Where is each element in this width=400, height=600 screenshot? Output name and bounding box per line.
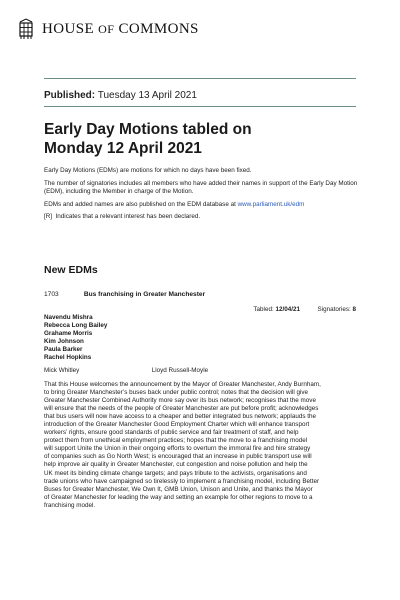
- motion-line: help improve air quality in Greater Manchester, cut congestion and noise pollution and help the: [44, 461, 308, 469]
- motion-line: introduction of the Greater Manchester Good Employment Charter which will enhance transport: [44, 421, 310, 429]
- intro-paragraph: Early Day Motions (EDMs) are motions for which no days have been fixed.: [44, 167, 252, 174]
- motion-line: Buses for Greater Manchester, We Own It, GMB Union, Unison and Unite, and thanks the Mayor: [44, 485, 313, 493]
- motion-line: of Greater Manchester for leading the way and setting an example for other regions to move to a: [44, 493, 313, 501]
- sponsor-name: Grahame Morris: [44, 329, 93, 337]
- signatories-label: Signatories:: [317, 306, 351, 313]
- sponsor-name: Rebecca Long Bailey: [44, 321, 108, 329]
- wordmark-house: HOUSE: [42, 20, 95, 37]
- sponsor-name: Paula Barker: [44, 345, 83, 353]
- motion-line: UK meet its binding climate change targets; and pays tribute to the activists, organisations and: [44, 469, 307, 477]
- motion-line: will ensure that the needs of the people of Greater Manchester are put before profit; acknowledges: [44, 405, 319, 413]
- motion-line: Greater Manchester Combined Authority more say over its bus network; recognises that the move: [44, 397, 316, 405]
- edm-supporters: [44, 367, 208, 374]
- edm-motion-text: [44, 381, 366, 510]
- page-title-line-2: Monday 12 April 2021: [44, 140, 202, 157]
- intro-notes: [44, 167, 364, 226]
- motion-line: to bring Greater Manchester’s buses back under public control; notes that the decision will give: [44, 389, 309, 397]
- tabled-date: 12/04/21: [275, 306, 300, 313]
- sponsor-name: Rachel Hopkins: [44, 353, 92, 361]
- motion-line: of companies such as Go North West; is encouraged that an increase in public transport use will: [44, 453, 312, 461]
- edm-tabled-info: [253, 306, 356, 313]
- edm-heading: [44, 291, 205, 298]
- motion-line: workers’ rights, ensure good standards of public service and fair treatment of staff, and help: [44, 429, 299, 437]
- portcullis-icon: [18, 18, 34, 40]
- intro-paragraph: The number of signatories includes all members who have added their names in support of the Early Day Motion (EDM), including the Member in charge of the Motion.: [44, 179, 358, 196]
- house-of-commons-wordmark: [42, 21, 199, 38]
- edm-sponsors: [44, 314, 107, 361]
- sponsor-name: Navendu Mishra: [44, 314, 93, 321]
- motion-line: that bus users will now have access to a cheaper and better integrated bus network; applauds the: [44, 413, 316, 421]
- tabled-label: Tabled:: [253, 306, 274, 313]
- published-date: Tuesday 13 April 2021: [97, 90, 197, 101]
- header-logo: [18, 18, 199, 40]
- section-heading-new-edms: New EDMs: [44, 264, 98, 276]
- published-label: Published:: [44, 90, 96, 101]
- motion-line: franchising model.: [44, 501, 96, 509]
- wordmark-of: OF: [98, 21, 115, 36]
- published-line: [44, 90, 197, 101]
- motion-line: trade unions who have campaigned so tirelessly to implement a franchising model, including Better: [44, 477, 320, 485]
- supporter-name: Mick Whitley: [44, 367, 80, 374]
- page-title-line-1: Early Day Motions tabled on: [44, 121, 252, 138]
- divider-top: [44, 78, 356, 79]
- signatories-count: 8: [352, 306, 356, 313]
- wordmark-commons: COMMONS: [118, 20, 199, 37]
- motion-line: That this House welcomes the announcement by the Mayor of Greater Manchester, Andy Burnham,: [44, 381, 321, 388]
- edm-title: Bus franchising in Greater Manchester: [83, 291, 206, 298]
- motion-line: will support Unite the Union in their ongoing efforts to overturn the immoral fire and hire strategy: [44, 445, 311, 453]
- interest-note: [R] Indicates that a relevant interest has been declared.: [44, 213, 201, 221]
- page-title: [44, 120, 344, 158]
- sponsor-name: Kim Johnson: [44, 337, 84, 345]
- edm-database-text: EDMs and added names are also published on the EDM database at: [44, 200, 236, 208]
- supporter-name: Lloyd Russell-Moyle: [151, 367, 209, 374]
- edm-database-link[interactable]: www.parliament.uk/edm: [237, 200, 305, 208]
- intro-paragraph: [44, 201, 364, 210]
- motion-line: protect them from unethical employment practices; hopes that the move to a franchising model: [44, 437, 308, 445]
- divider-bottom: [44, 106, 356, 107]
- edm-number: 1703: [44, 291, 59, 298]
